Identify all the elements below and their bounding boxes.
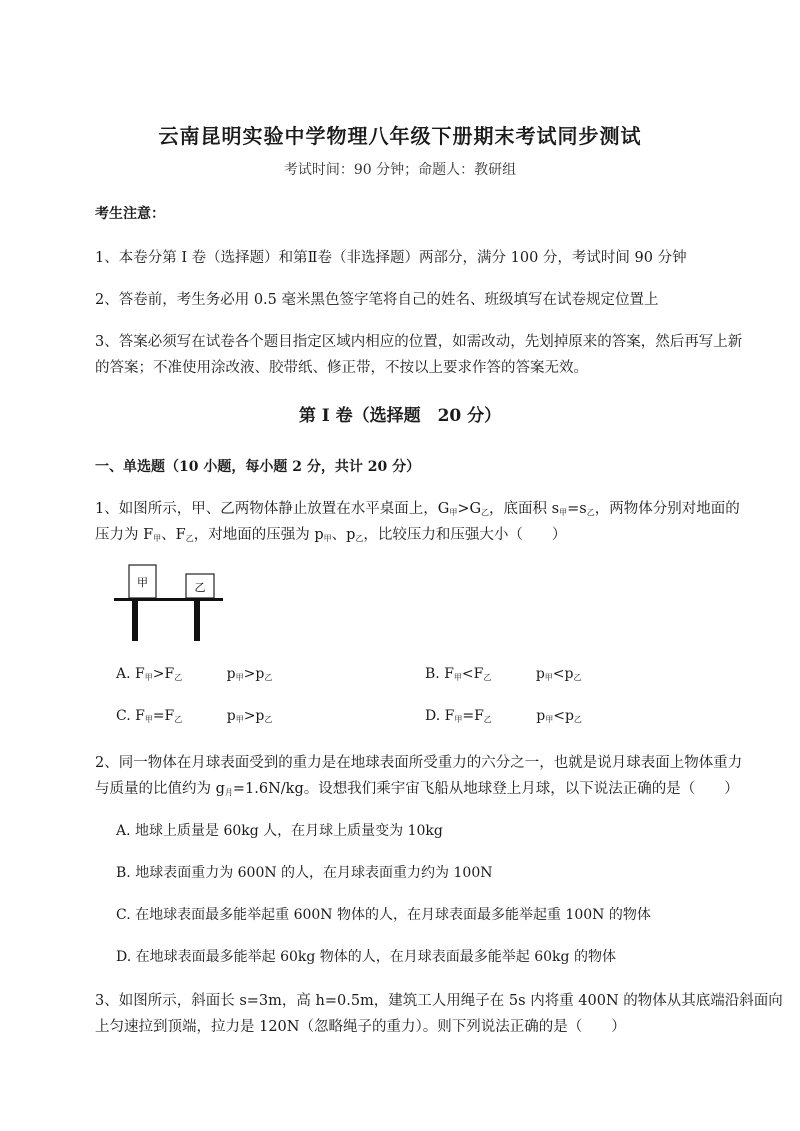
label-jia: 甲 (137, 576, 148, 589)
table-leg-left (132, 601, 138, 641)
q1-option-b[interactable]: B. $F_甲<F_乙$ $p_甲<p_乙$ (425, 666, 582, 682)
exam-info: 考试时间：90 分钟；命题人：教研组 (283, 162, 517, 178)
notice-heading: 考生注意： (95, 206, 165, 222)
q1-option-c[interactable]: C. $F_甲=F_乙$ $p_甲>p_乙$ (116, 708, 273, 724)
section-title: 第 I 卷（选择题 20 分） (298, 406, 502, 426)
q3-line-2: 上匀速拉到顶端，拉力是 120N（忽略绳子的重力）。则下列说法正确的是（ ） (95, 1019, 626, 1035)
q1-line-1: 1、如图所示，甲、乙两物体静止放置在水平桌面上，$G_甲>G_乙$，底面积 $s_甲=s_乙$，两物体分别对地面的 (95, 501, 740, 517)
q2-line-2: 与质量的比值约为 $g_月=1.6N/kg$。设想我们乘宇宙飞船从地球登上月球，以下说法正确的是（ ） (95, 781, 739, 797)
q1-option-a[interactable]: A. $F_甲>F_乙$ $p_甲>p_乙$ (116, 666, 273, 682)
page-title: 云南昆明实验中学物理八年级下册期末考试同步测试 (158, 124, 642, 148)
q1-figure-table (112, 563, 227, 643)
q2-option-c[interactable]: C. 在地球表面最多能举起重 600N 物体的人，在月球表面最多能举起重 100N 的物体 (116, 907, 651, 923)
part-heading: 一、单选题（10 小题，每小题 2 分，共计 20 分） (95, 459, 421, 475)
q3-line-1: 3、如图所示，斜面长 s=3m，高 h=0.5m，建筑工人用绳子在 5s 内将重 400N 的物体从其底端沿斜面向 (95, 993, 783, 1009)
q1-option-d[interactable]: D. $F_甲=F_乙$ $p_甲<p_乙$ (425, 708, 582, 724)
notice-item-1: 1、本卷分第 I 卷（选择题）和第Ⅱ卷（非选择题）两部分，满分 100 分，考试时间 90 分钟 (95, 250, 687, 266)
label-yi: 乙 (194, 581, 206, 594)
q2-option-a[interactable]: A. 地球上质量是 60kg 人，在月球上质量变为 10kg (116, 823, 443, 839)
notice-item-3-cont: 的答案；不准使用涂改液、胶带纸、修正带，不按以上要求作答的答案无效。 (95, 360, 588, 376)
q2-option-b[interactable]: B. 地球表面重力为 600N 的人，在月球表面重力约为 100N (116, 865, 493, 881)
q1-line-2: 压力为 $F_甲$、$F_乙$，对地面的压强为 $p_甲$、$p_乙$，比较压力和压强大小（ ） (95, 527, 567, 543)
table-leg-right (194, 601, 200, 641)
notice-item-2: 2、答卷前，考生务必用 0.5 毫米黑色签字笔将自己的姓名、班级填写在试卷规定位置上 (95, 292, 659, 308)
table-top (114, 598, 223, 601)
q2-line-1: 2、同一物体在月球表面受到的重力是在地球表面所受重力的六分之一，也就是说月球表面上物体重力 (95, 755, 743, 771)
q2-option-d[interactable]: D. 在地球表面最多能举起 60kg 物体的人，在月球表面最多能举起 60kg 的物体 (116, 949, 616, 965)
notice-item-3: 3、答案必须写在试卷各个题目指定区域内相应的位置，如需改动，先划掉原来的答案，然后再写上新 (95, 334, 743, 350)
